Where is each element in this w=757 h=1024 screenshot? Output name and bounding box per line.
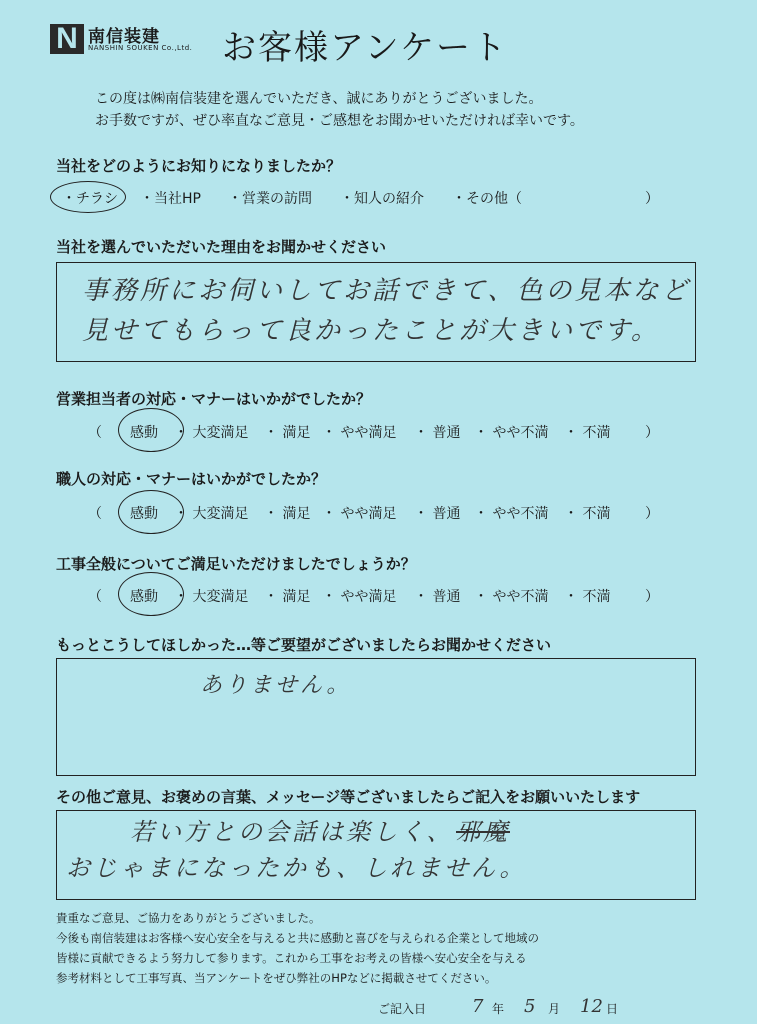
q4-rating-close: ） xyxy=(645,506,659,522)
q4-rating-very-satisfied[interactable]: ・ 大変満足 xyxy=(174,506,249,522)
footer-line-2: 今後も南信装建はお客様へ安心安全を与えると共に感動と喜びを与えられる企業として地域の xyxy=(56,931,539,945)
footer-line-3: 皆様に貢献できるよう努力して参ります。これから工事をお考えの皆様へ安心安全を与える xyxy=(56,951,527,965)
date-year-unit: 年 xyxy=(492,1002,505,1016)
date-month-unit: 月 xyxy=(548,1002,561,1016)
q5-question: 工事全般についてご満足いただけましたでしょうか？ xyxy=(56,555,416,573)
q1-option-hp[interactable]: ・当社HP xyxy=(140,191,201,207)
q1-option-other[interactable]: ・その他（ xyxy=(452,191,522,207)
date-day-unit: 日 xyxy=(606,1002,619,1016)
q7-question: その他ご意見、お褒めの言葉、メッセージ等ございましたらご記入をお願いいたします xyxy=(56,788,641,806)
q3-rating-impressed[interactable]: 感動 xyxy=(130,425,158,441)
footer-line-4: 参考材料として工事写真、当アンケートをぜひ弊社のHPなどに掲載させてください。 xyxy=(56,971,497,985)
q1-option-sales-visit[interactable]: ・営業の訪問 xyxy=(228,191,312,207)
q4-rating-impressed[interactable]: 感動 xyxy=(130,506,158,522)
q3-rating-somewhat-satisfied[interactable]: ・ やや満足 xyxy=(322,425,397,441)
q5-rating-open: （ xyxy=(88,589,102,605)
q5-rating-normal[interactable]: ・ 普通 xyxy=(414,589,461,605)
company-name: 南信装建 xyxy=(88,27,160,47)
q3-rating-close: ） xyxy=(645,425,659,441)
date-month[interactable]: 5 xyxy=(524,996,539,1017)
q3-rating-satisfied[interactable]: ・ 満足 xyxy=(264,425,311,441)
footer-line-1: 貴重なご意見、ご協力をありがとうございました。 xyxy=(56,911,321,925)
q5-rating-satisfied[interactable]: ・ 満足 xyxy=(264,589,311,605)
q6-answer-box[interactable] xyxy=(56,658,696,776)
q3-rating-open: （ xyxy=(88,425,102,441)
q3-rating-normal[interactable]: ・ 普通 xyxy=(414,425,461,441)
q1-option-other-close: ） xyxy=(645,191,659,207)
q7-answer-line-1: 若い方との会話は楽しく、 xyxy=(130,818,454,846)
q1-selection-circle xyxy=(50,181,126,213)
q6-question: もっとこうしてほしかった…等ご要望がございましたらお聞かせください xyxy=(56,636,552,654)
q2-answer-line-1: 事務所にお伺いしてお話できて、色の見本など xyxy=(82,276,691,306)
company-logo-mark: N xyxy=(50,24,84,54)
q4-rating-somewhat-satisfied[interactable]: ・ やや満足 xyxy=(322,506,397,522)
q5-rating-somewhat-satisfied[interactable]: ・ やや満足 xyxy=(322,589,397,605)
date-day[interactable]: 12 xyxy=(580,996,603,1017)
intro-line-1: この度は㈱南信装建を選んでいただき、誠にありがとうございました。 xyxy=(95,91,543,107)
q5-rating-close: ） xyxy=(645,589,659,605)
q5-rating-somewhat-dissatisfied[interactable]: ・ やや不満 xyxy=(474,589,549,605)
q5-rating-impressed[interactable]: 感動 xyxy=(130,589,158,605)
q2-question: 当社を選んでいただいた理由をお聞かせください xyxy=(56,238,387,256)
q5-rating-very-satisfied[interactable]: ・ 大変満足 xyxy=(174,589,249,605)
page-title: お客様アンケート xyxy=(222,28,508,68)
q1-option-flyer[interactable]: ・チラシ xyxy=(62,191,118,207)
q3-rating-somewhat-dissatisfied[interactable]: ・ やや不満 xyxy=(474,425,549,441)
q1-option-referral[interactable]: ・知人の紹介 xyxy=(340,191,424,207)
q4-rating-normal[interactable]: ・ 普通 xyxy=(414,506,461,522)
q2-answer-line-2: 見せてもらって良かったことが大きいです。 xyxy=(82,316,660,346)
q5-rating-dissatisfied[interactable]: ・ 不満 xyxy=(564,589,611,605)
q6-answer: ありません。 xyxy=(200,673,352,698)
q3-rating-dissatisfied[interactable]: ・ 不満 xyxy=(564,425,611,441)
q4-question: 職人の対応・マナーはいかがでしたか？ xyxy=(56,470,327,488)
company-name-en: NANSHIN SOUKEN Co.,Ltd. xyxy=(88,44,193,52)
q3-question: 営業担当者の対応・マナーはいかがでしたか？ xyxy=(56,390,372,408)
date-label: ご記入日 xyxy=(378,1002,427,1016)
q3-rating-very-satisfied[interactable]: ・ 大変満足 xyxy=(174,425,249,441)
q4-rating-dissatisfied[interactable]: ・ 不満 xyxy=(564,506,611,522)
q4-rating-satisfied[interactable]: ・ 満足 xyxy=(264,506,311,522)
intro-line-2: お手数ですが、ぜひ率直なご意見・ご感想をお聞かせいただければ幸いです。 xyxy=(95,113,584,129)
q1-question: 当社をどのようにお知りになりましたか？ xyxy=(56,157,342,175)
q4-rating-open: （ xyxy=(88,506,102,522)
q4-rating-somewhat-dissatisfied[interactable]: ・ やや不満 xyxy=(474,506,549,522)
date-year[interactable]: 7 xyxy=(472,996,487,1017)
q7-answer-line-2: おじゃまになったかも、しれません。 xyxy=(66,854,527,882)
q7-answer-struck-word: 邪魔 xyxy=(456,818,510,846)
